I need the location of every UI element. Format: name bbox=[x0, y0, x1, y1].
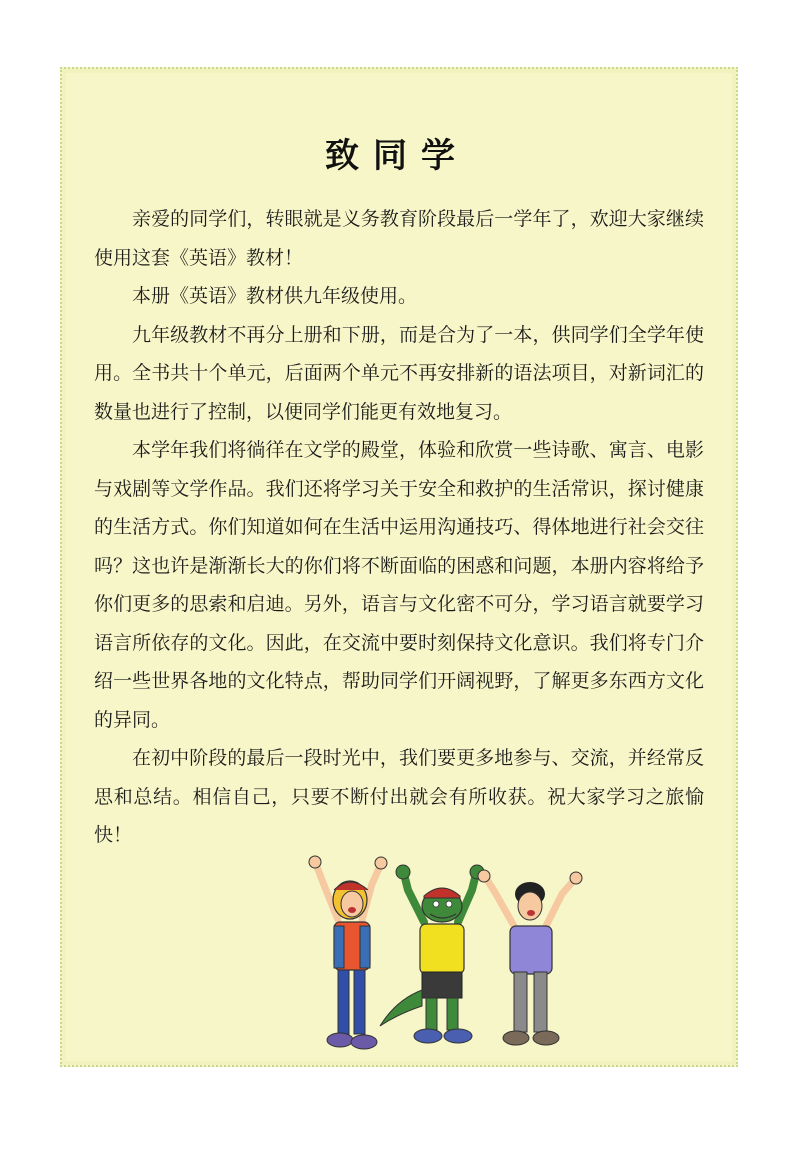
boy-figure bbox=[478, 870, 582, 1045]
paragraph-grade-use: 本册《英语》教材供九年级使用。 bbox=[132, 285, 418, 307]
letter-body bbox=[94, 200, 704, 855]
three-cheering-kids-illustration bbox=[300, 850, 590, 1060]
page-title: 致同学 bbox=[325, 136, 469, 176]
crocodile-figure bbox=[380, 865, 484, 1043]
paragraph-content: 本学年我们将徜徉在文学的殿堂，体验和欣赏一些诗歌、寓言、电影与戏剧等文学作品。我们还将学习关于安全和救护的生活常识，探讨健康的生活方式。你们知道如何在生活中运用沟通技巧、得体地进行社会交往吗？这也许是渐渐长大的你们将不断面临的困惑和问题，本册内容将给予你们更多的思索和启迪。另外，语言与文化密不可分，学习语言就要学习语言所依存的文化。因此，在交流中要时刻保持文化意识。我们将专门介绍一些世界各地的文化特点，帮助同学们开阔视野，了解更多东西方文化的异同。 bbox=[94, 439, 704, 731]
paragraph-greeting: 亲爱的同学们，转眼就是义务教育阶段最后一学年了，欢迎大家继续使用这套《英语》教材！ bbox=[94, 208, 704, 269]
paragraph-structure: 九年级教材不再分上册和下册，而是合为了一本，供同学们全学年使用。全书共十个单元，后面两个单元不再安排新的语法项目，对新词汇的数量也进行了控制，以便同学们能更有效地复习。 bbox=[94, 323, 704, 423]
paragraph-closing: 在初中阶段的最后一段时光中，我们要更多地参与、交流，并经常反思和总结。相信自己，只要不断付出就会有所收获。祝大家学习之旅愉快！ bbox=[94, 747, 704, 846]
girl-figure bbox=[309, 856, 387, 1049]
